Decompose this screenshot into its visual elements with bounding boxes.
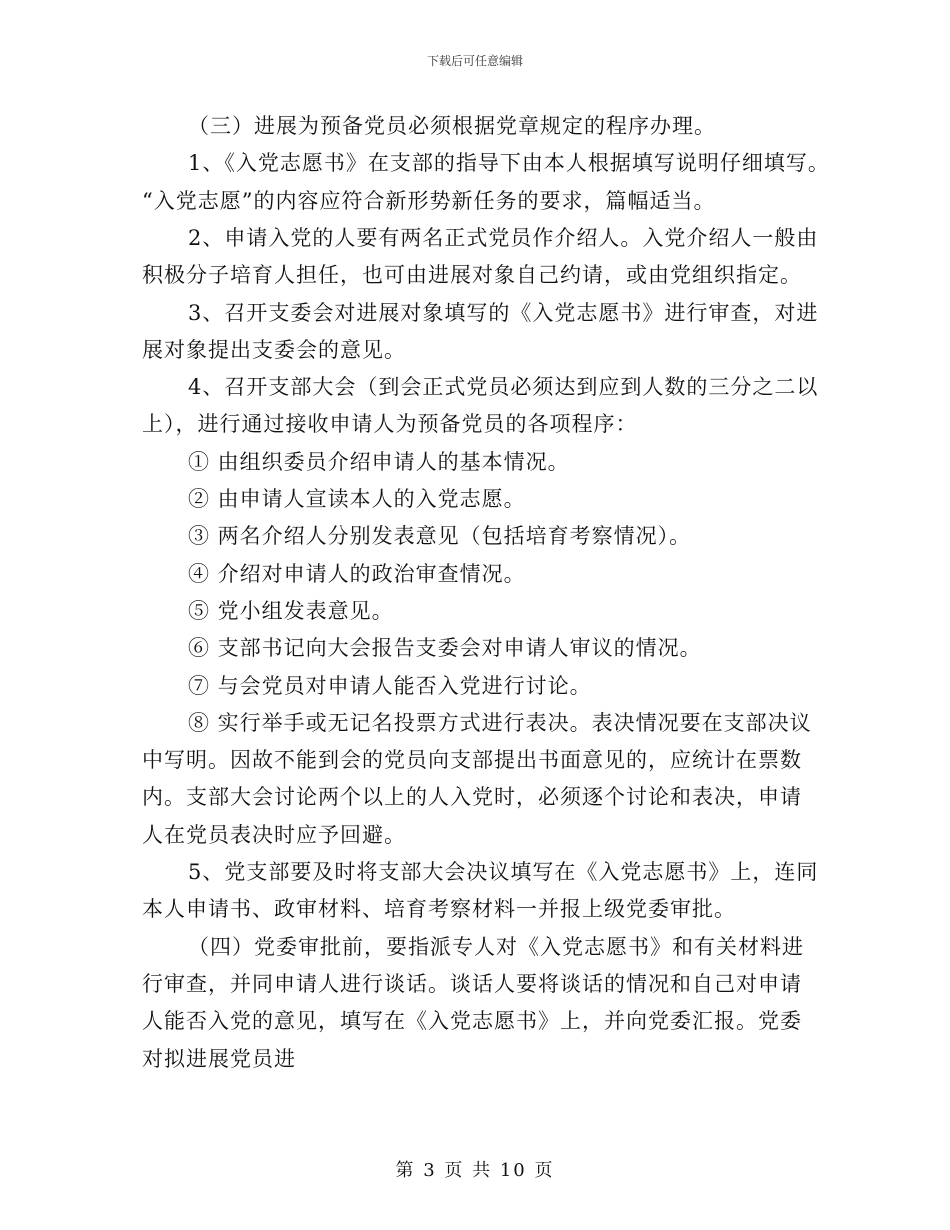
text-line: “入党志愿”的内容应符合新形势新任务的要求，篇幅适当。 [142, 188, 716, 213]
text-line: 人在党员表决时应予回避。 [142, 822, 406, 847]
text-line: ② 由申请人宣读本人的入党志愿。 [188, 487, 526, 511]
page-footer: 第 3 页 共 10 页 [395, 1160, 555, 1181]
text-line: ⑧ 实行举手或无记名投票方式进行表决。表决情况要在支部决议 [188, 710, 812, 735]
text-line: 行审查，并同申请人进行谈话。谈话人要将谈话的情况和自己对申请 [142, 971, 802, 996]
text-line: 3、召开支委会对进展对象填写的《入党志愿书》进行审查，对进 [188, 300, 819, 325]
text-line: 展对象提出支委会的意见。 [142, 337, 406, 362]
page-header: 下载后可任意编辑 [426, 54, 523, 68]
text-line: 5、党支部要及时将支部大会决议填写在《入党志愿书》上，连同 [188, 860, 819, 884]
text-line: 积极分子培育人担任，也可由进展对象自己约请，或由党组织指定。 [142, 263, 802, 288]
text-line: 1、《入党志愿书》在支部的指导下由本人根据填写说明仔细填写。 [188, 151, 830, 176]
text-line: 对拟进展党员进 [142, 1046, 296, 1071]
text-line: ⑤ 党小组发表意见。 [188, 598, 394, 623]
text-line: 中写明。因故不能到会的党员向支部提出书面意见的，应统计在票数 [142, 748, 802, 773]
text-line: （四）党委审批前，要指派专人对《入党志愿书》和有关材料进 [188, 934, 804, 959]
text-line: 2、申请入党的人要有两名正式党员作介绍人。入党介绍人一般由 [188, 225, 819, 250]
text-line: 上），进行通过接收申请人为预备党员的各项程序： [142, 412, 638, 437]
text-line: 人能否入党的意见，填写在《入党志愿书》上，并向党委汇报。党委 [142, 1009, 802, 1034]
text-line: ① 由组织委员介绍申请人的基本情况。 [188, 449, 570, 474]
text-line: ④ 介绍对申请人的政治审查情况。 [188, 561, 526, 586]
text-line: 内。支部大会讨论两个以上的人入党时，必须逐个讨论和表决，申请 [142, 785, 802, 810]
text-line: ⑦ 与会党员对申请人能否入党进行讨论。 [188, 673, 592, 698]
text-line: ⑥ 支部书记向大会报告支委会对申请人审议的情况。 [188, 636, 702, 661]
text-line: （三）进展为预备党员必须根据党章规定的程序办理。 [188, 114, 716, 138]
text-line: ③ 两名介绍人分别发表意见（包括培育考察情况）。 [188, 524, 692, 549]
text-line: 4、召开支部大会（到会正式党员必须达到应到人数的三分之二以 [188, 375, 819, 400]
text-line: 本人申请书、政审材料、培育考察材料一并报上级党委审批。 [142, 897, 736, 922]
